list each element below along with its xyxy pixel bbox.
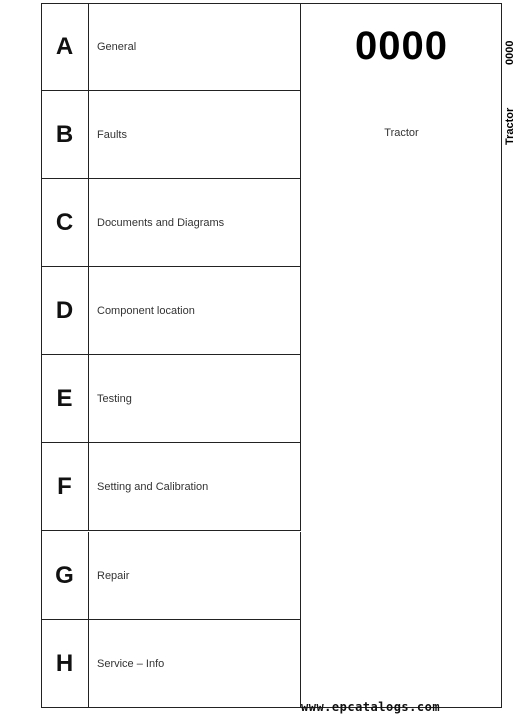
section-letter-cell	[41, 3, 89, 90]
section-label: Setting and Calibration	[97, 480, 209, 493]
section-label-cell	[89, 91, 301, 178]
section-letter: B	[55, 120, 74, 148]
section-label: General	[97, 40, 137, 53]
section-label: Service – Info	[97, 658, 165, 670]
document-number: 0000	[355, 24, 448, 68]
section-label-cell	[89, 3, 301, 90]
section-label: Component location	[97, 304, 195, 317]
section-letter: F	[57, 472, 72, 500]
section-label-cell	[89, 267, 301, 354]
section-letter-cell	[41, 443, 89, 530]
section-letter-cell	[41, 620, 89, 708]
watermark: www.epcatalogs.com	[301, 700, 441, 714]
spine-subject: Tractor	[504, 107, 516, 145]
section-row-d[interactable]	[41, 267, 301, 355]
section-letter: E	[56, 384, 73, 412]
section-row-f[interactable]	[41, 443, 301, 531]
section-label: Repair	[97, 569, 130, 582]
section-letter-cell	[41, 91, 89, 178]
section-row-e[interactable]	[41, 355, 301, 443]
section-letter-cell	[41, 267, 89, 354]
section-row-h[interactable]	[41, 620, 301, 708]
section-row-g[interactable]	[41, 532, 301, 620]
section-letter: D	[55, 296, 74, 324]
section-label-cell	[89, 179, 301, 266]
section-letter: G	[55, 561, 74, 589]
spine-number: 0000	[504, 40, 516, 65]
section-row-c[interactable]	[41, 179, 301, 267]
section-row-b[interactable]	[41, 91, 301, 179]
section-label: Documents and Diagrams	[97, 216, 225, 229]
section-letter-cell	[41, 179, 89, 266]
section-label: Testing	[97, 392, 132, 405]
section-letter: C	[55, 208, 74, 236]
section-letter: H	[55, 650, 74, 677]
section-letter: A	[55, 32, 74, 60]
section-letter-cell	[41, 532, 89, 619]
section-label: Faults	[97, 128, 127, 141]
document-subject: Tractor	[384, 127, 419, 139]
section-row-a[interactable]	[41, 3, 301, 91]
section-index-table	[41, 3, 301, 708]
section-label-cell	[89, 620, 301, 708]
spine-tab	[502, 3, 514, 708]
section-letter-cell	[41, 355, 89, 442]
section-label-cell	[89, 443, 301, 530]
section-label-cell	[89, 532, 301, 619]
section-label-cell	[89, 355, 301, 442]
